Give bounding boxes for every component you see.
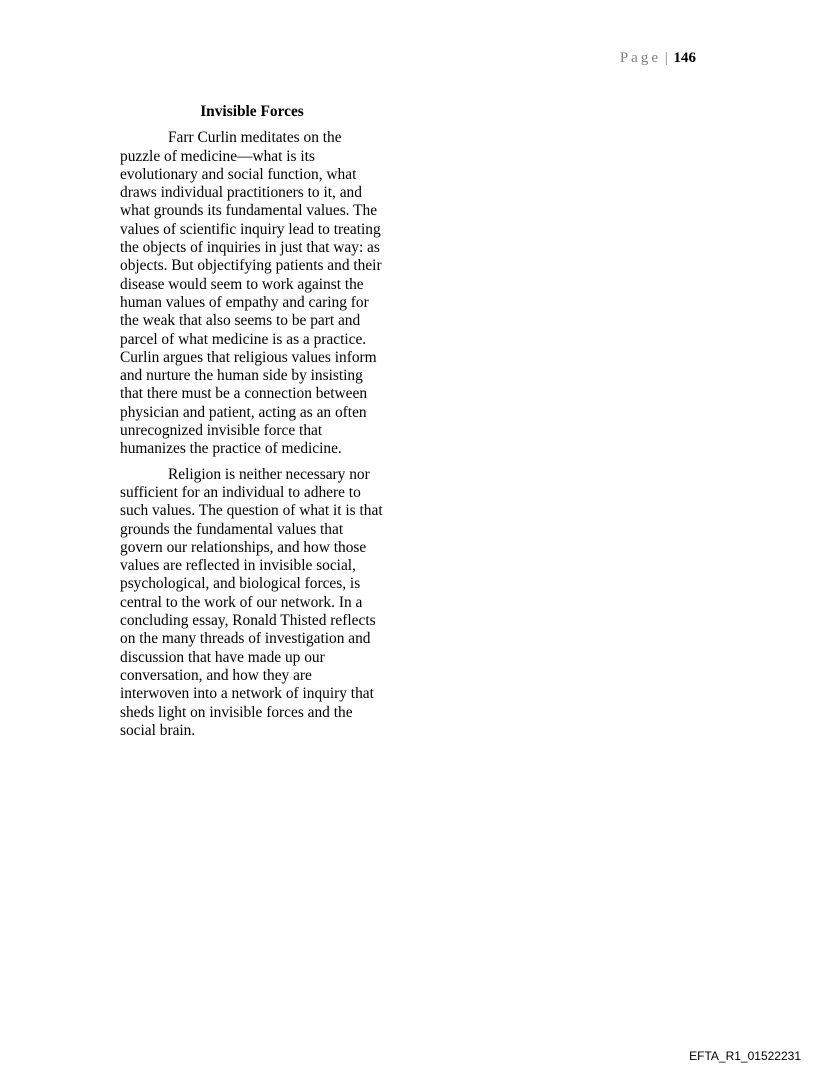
article-title: Invisible Forces bbox=[200, 103, 304, 120]
page-number: 146 bbox=[673, 50, 696, 66]
page-label: Page bbox=[619, 50, 661, 66]
article bbox=[120, 103, 384, 747]
paragraph-1: Farr Curlin meditates on the puzzle of medicine—what is its evolutionary and social function, what draws individual practitioners to it, and what grounds its fundamental values. The values of scientific inquiry lead to treating the objects of inquiries in just that way: as objects. But objectifying patients and their disease would seem to work against the human values of empathy and caring for the weak that also seems to be part and parcel of what medicine is as a practice. Curlin argues that religious values inform and nurture the human side by insisting that there must be a connection between physician and patient, acting as an often unrecognized invisible force that humanizes the practice of medicine. bbox=[120, 129, 382, 458]
page-separator: | bbox=[664, 50, 668, 66]
page-header bbox=[620, 49, 696, 67]
paragraph-2: Religion is neither necessary nor sufficient for an individual to adhere to such values. The question of what it is that grounds the fundamental values that govern our relationships, and how those values are reflected in invisible social, psychological, and biological forces, is central to the work of our network. In a concluding essay, Ronald Thisted reflects on the many threads of investigation and discussion that have made up our conversation, and how they are interwoven into a network of inquiry that sheds light on invisible forces and the social brain. bbox=[120, 465, 383, 739]
document-id: EFTA_R1_01522231 bbox=[689, 1049, 801, 1063]
